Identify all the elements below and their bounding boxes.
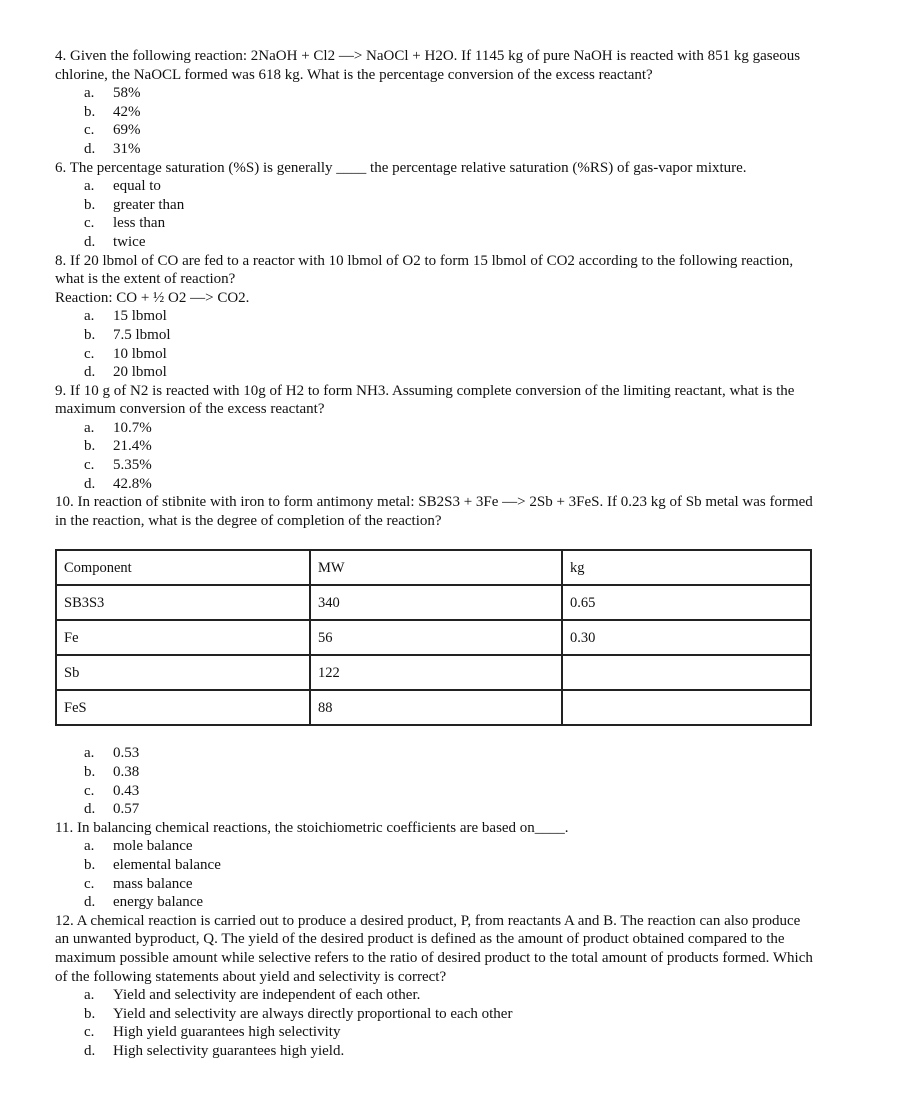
table-row xyxy=(56,585,811,620)
option-text: greater than xyxy=(113,196,185,213)
option-text: elemental balance xyxy=(113,857,221,873)
option-item xyxy=(55,893,815,912)
option-list xyxy=(55,837,815,911)
option-item xyxy=(55,986,815,1005)
table-header-cell: Component xyxy=(56,550,310,585)
option-item xyxy=(55,782,815,801)
question-text: 8. If 20 lbmol of CO are fed to a reactor with 10 lbmol of O2 to form 15 lbmol of CO2 according to the following reaction, what is the extent of reaction? xyxy=(55,252,794,288)
option-letter: a. xyxy=(84,419,95,436)
option-text: Yield and selectivity are always directly proportional to each other xyxy=(113,1005,513,1022)
option-text: Yield and selectivity are independent of each other. xyxy=(113,987,421,1004)
table-cell: 56 xyxy=(310,620,562,655)
option-text: 7.5 lbmol xyxy=(113,326,171,343)
option-letter: a. xyxy=(84,178,95,195)
document-page xyxy=(55,47,815,1061)
question-block xyxy=(55,47,815,159)
option-item xyxy=(55,363,815,382)
option-letter: a. xyxy=(84,308,95,325)
question-text: 11. In balancing chemical reactions, the stoichiometric coefficients are based on____. xyxy=(55,819,569,836)
option-letter: a. xyxy=(84,987,95,1004)
table-cell: 340 xyxy=(310,585,562,620)
option-list xyxy=(55,419,815,493)
question-text: 4. Given the following reaction: 2NaOH + Cl2 —> NaOCl + H2O. If 1145 kg of pure NaOH is reacted with 851 kg gaseous chlorine, the NaOCL formed was 618 kg. What is the percentage conversion of the excess reactant? xyxy=(55,48,801,83)
option-letter: c. xyxy=(84,215,95,232)
table-row xyxy=(56,690,811,725)
option-letter: c. xyxy=(84,345,95,362)
table-cell: Fe xyxy=(56,620,310,655)
option-item xyxy=(55,1005,815,1024)
option-letter: b. xyxy=(84,1005,96,1022)
question-extra: Reaction: CO + ½ O2 —> CO2. xyxy=(55,289,250,306)
option-letter: c. xyxy=(84,1024,95,1041)
option-text: energy balance xyxy=(113,894,204,911)
table-cell: 88 xyxy=(310,690,562,725)
question-block xyxy=(55,912,815,1061)
option-item xyxy=(55,856,815,875)
option-text: 10.7% xyxy=(113,419,152,436)
option-letter: b. xyxy=(84,326,96,343)
option-item xyxy=(55,326,815,345)
option-letter: b. xyxy=(84,103,96,120)
option-text: High selectivity guarantees high yield. xyxy=(113,1042,345,1059)
option-list xyxy=(55,307,815,381)
question-block xyxy=(55,493,815,530)
option-text: 21.4% xyxy=(113,438,152,455)
question-text: 12. A chemical reaction is carried out to produce a desired product, P, from reactants A and B. The reaction can also produce an unwanted byproduct, Q. The yield of the desired product is defined as the amount of product obtained compared to the maximum possible amount while selective refers to the ratio of desired product to the total amount of products formed. Which of the following statements about yield and selectivity is correct? xyxy=(55,912,813,985)
option-text: High yield guarantees high selectivity xyxy=(113,1024,341,1041)
option-text: 0.38 xyxy=(113,764,140,781)
table-cell: SB3S3 xyxy=(56,585,310,620)
option-item xyxy=(55,437,815,456)
option-item xyxy=(55,140,815,159)
option-text: less than xyxy=(113,215,166,232)
option-list xyxy=(55,744,815,818)
table-header-cell: MW xyxy=(310,550,562,585)
option-letter: d. xyxy=(84,475,96,492)
table-header-row xyxy=(56,550,811,585)
option-item xyxy=(55,837,815,856)
option-item xyxy=(55,475,815,494)
option-letter: b. xyxy=(84,438,96,455)
option-text: mole balance xyxy=(113,838,193,855)
table-cell xyxy=(562,690,811,725)
option-letter: c. xyxy=(84,875,95,892)
option-item xyxy=(55,84,815,103)
option-letter: d. xyxy=(84,894,96,911)
option-text: 5.35% xyxy=(113,457,152,474)
option-text: equal to xyxy=(113,178,161,195)
option-item xyxy=(55,744,815,763)
option-item xyxy=(55,875,815,894)
option-item xyxy=(55,177,815,196)
option-letter: a. xyxy=(84,745,95,762)
option-text: 10 lbmol xyxy=(113,345,167,362)
option-item xyxy=(55,103,815,122)
question-block xyxy=(55,159,815,252)
option-item xyxy=(55,1042,815,1061)
option-text: mass balance xyxy=(113,875,193,892)
option-item xyxy=(55,1023,815,1042)
table-row xyxy=(56,655,811,690)
option-letter: d. xyxy=(84,140,96,157)
option-letter: d. xyxy=(84,1042,96,1059)
option-list xyxy=(55,177,815,251)
option-text: 0.53 xyxy=(113,745,140,762)
table-cell: FeS xyxy=(56,690,310,725)
option-text: twice xyxy=(113,233,146,250)
question-text: 6. The percentage saturation (%S) is generally ____ the percentage relative saturation (%RS) of gas-vapor mixture. xyxy=(55,159,747,176)
table-cell: Sb xyxy=(56,655,310,690)
option-letter: c. xyxy=(84,457,95,474)
option-letter: b. xyxy=(84,764,96,781)
table-cell: 0.65 xyxy=(562,585,811,620)
option-letter: d. xyxy=(84,233,96,250)
option-letter: b. xyxy=(84,196,96,213)
table-cell xyxy=(562,655,811,690)
option-item xyxy=(55,121,815,140)
option-letter: c. xyxy=(84,122,95,139)
option-item xyxy=(55,763,815,782)
option-text: 31% xyxy=(113,140,141,157)
option-text: 15 lbmol xyxy=(113,308,167,325)
option-list xyxy=(55,986,815,1060)
option-item xyxy=(55,456,815,475)
question-block xyxy=(55,252,815,382)
option-item xyxy=(55,233,815,252)
table-header-cell: kg xyxy=(562,550,811,585)
option-text: 0.43 xyxy=(113,782,140,799)
option-item xyxy=(55,419,815,438)
table-row xyxy=(56,620,811,655)
question-block xyxy=(55,819,815,912)
option-letter: b. xyxy=(84,857,96,873)
option-text: 42% xyxy=(113,103,141,120)
option-letter: a. xyxy=(84,85,95,102)
option-text: 20 lbmol xyxy=(113,364,167,381)
option-letter: a. xyxy=(84,838,95,855)
question-text: 10. In reaction of stibnite with iron to form antimony metal: SB2S3 + 3Fe —> 2Sb + 3FeS. If 0.23 kg of Sb metal was formed in the reaction, what is the degree of completion of the reaction? xyxy=(55,494,813,529)
option-letter: d. xyxy=(84,364,96,381)
data-table xyxy=(55,549,812,726)
option-letter: d. xyxy=(84,801,96,818)
option-item xyxy=(55,800,815,819)
option-text: 0.57 xyxy=(113,801,140,818)
table-cell: 0.30 xyxy=(562,620,811,655)
option-text: 42.8% xyxy=(113,475,152,492)
option-item xyxy=(55,214,815,233)
option-list xyxy=(55,84,815,158)
option-item xyxy=(55,345,815,364)
table-cell: 122 xyxy=(310,655,562,690)
question-text: 9. If 10 g of N2 is reacted with 10g of H2 to form NH3. Assuming complete conversion of the limiting reactant, what is the maximum conversion of the excess reactant? xyxy=(55,382,795,418)
option-text: 58% xyxy=(113,85,141,102)
option-letter: c. xyxy=(84,782,95,799)
option-item xyxy=(55,307,815,326)
option-item xyxy=(55,196,815,215)
option-text: 69% xyxy=(113,122,141,139)
question-block xyxy=(55,382,815,494)
